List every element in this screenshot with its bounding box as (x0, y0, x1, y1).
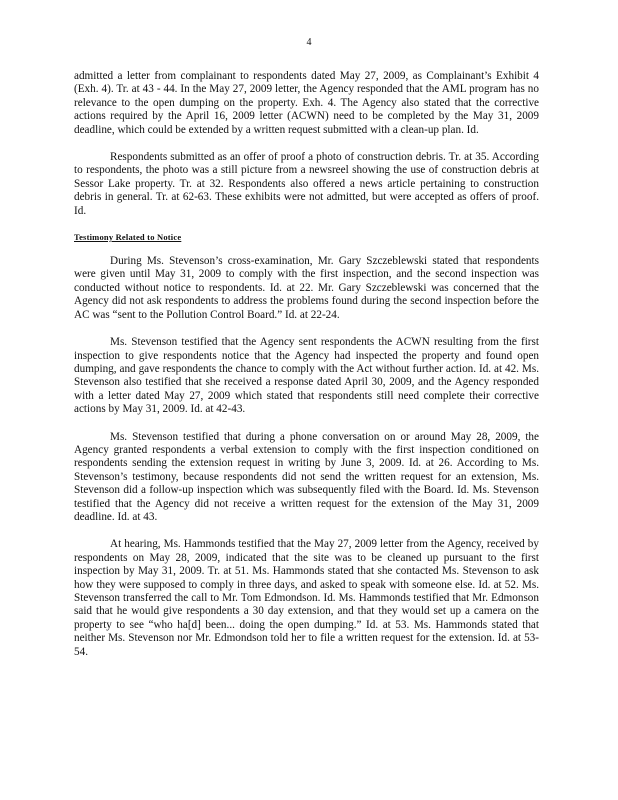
section-heading: Testimony Related to Notice (74, 232, 182, 243)
paragraph-exhibit-4: admitted a letter from complainant to respondents dated May 27, 2009, as Complainant’s Exhibit 4 (Exh. 4). Tr. at 43 - 44. In the May 27, 2009 letter, the Agency responded that the AML program has no relevance to the open dumping on the property. Exh. 4. The Agency also stated that the corrective actions required by the April 16, 2009 letter (ACWN) need to be completed by the May 31, 2009 deadline, which could be extended by a written request submitted with a clean-up plan. Id. (74, 70, 539, 136)
page-number: 4 (306, 37, 312, 48)
paragraph-offer-of-proof: Respondents submitted as an offer of proof a photo of construction debris. Tr. at 35. According to respondents, the photo was a still picture from a newsreel showing the use of construction debris at Sessor Lake property. Tr. at 32. Respondents also offered a news article pertaining to construction debris in general. Tr. at 62-63. These exhibits were not admitted, but were accepted as offers of proof. Id. (74, 151, 539, 217)
paragraph-verbal-extension: Ms. Stevenson testified that during a phone conversation on or around May 28, 2009, the Agency granted respondents a verbal extension to comply with the first inspection conditioned on respondents sending the extension request in writing by June 3, 2009. Id. at 26. According to Ms. Stevenson’s testimony, because respondents did not send the written request for an extension, Ms. Stevenson did a follow-up inspection which was subsequently filed with the Board. Id. Ms. Stevenson testified that the Agency did not receive a written request for the extension of the May 31, 2009 deadline. Id. at 43. (74, 430, 539, 523)
paragraph-hammonds-testimony: At hearing, Ms. Hammonds testified that the May 27, 2009 letter from the Agency, received by respondents on May 28, 2009, indicated that the site was to be cleaned up pursuant to the first inspection by May 31, 2009. Tr. at 51. Ms. Hammonds stated that she contacted Ms. Stevenson to ask how they were supposed to comply in three days, and asked to speak with someone else. Id. at 52. Ms. Stevenson transferred the call to Mr. Tom Edmondson. Id. Ms. Hammonds testified that Mr. Edmonson said that he would give respondents a 30 day extension, and that they would set up a camera on the property to see “who ha[d] been... doing the open dumping.” Id. at 53. Ms. Hammonds stated that neither Ms. Stevenson nor Mr. Edmondson told her to file a written request for the extension. Id. at 53-54. (74, 538, 539, 658)
paragraph-acwn-notice: Ms. Stevenson testified that the Agency sent respondents the ACWN resulting from the first inspection to give respondents notice that the Agency had inspected the property and found open dumping, and gave respondents the chance to comply with the Act without further action. Id. at 42. Ms. Stevenson also testified that she received a response dated April 30, 2009, and the Agency responded with a letter dated May 27, 2009 which stated that respondents still need complete their corrective actions by May 31, 2009. Id. at 42-43. (74, 336, 539, 416)
paragraph-cross-examination: During Ms. Stevenson’s cross-examination, Mr. Gary Szczeblewski stated that respondents were given until May 31, 2009 to comply with the first inspection, and the second inspection was conducted without notice to respondents. Id. at 22. Mr. Gary Szczeblewski was concerned that the Agency did not ask respondents to address the problems found during the second inspection before the AC was “sent to the Pollution Control Board.” Id. at 22-24. (74, 255, 539, 321)
document-body (74, 70, 539, 673)
